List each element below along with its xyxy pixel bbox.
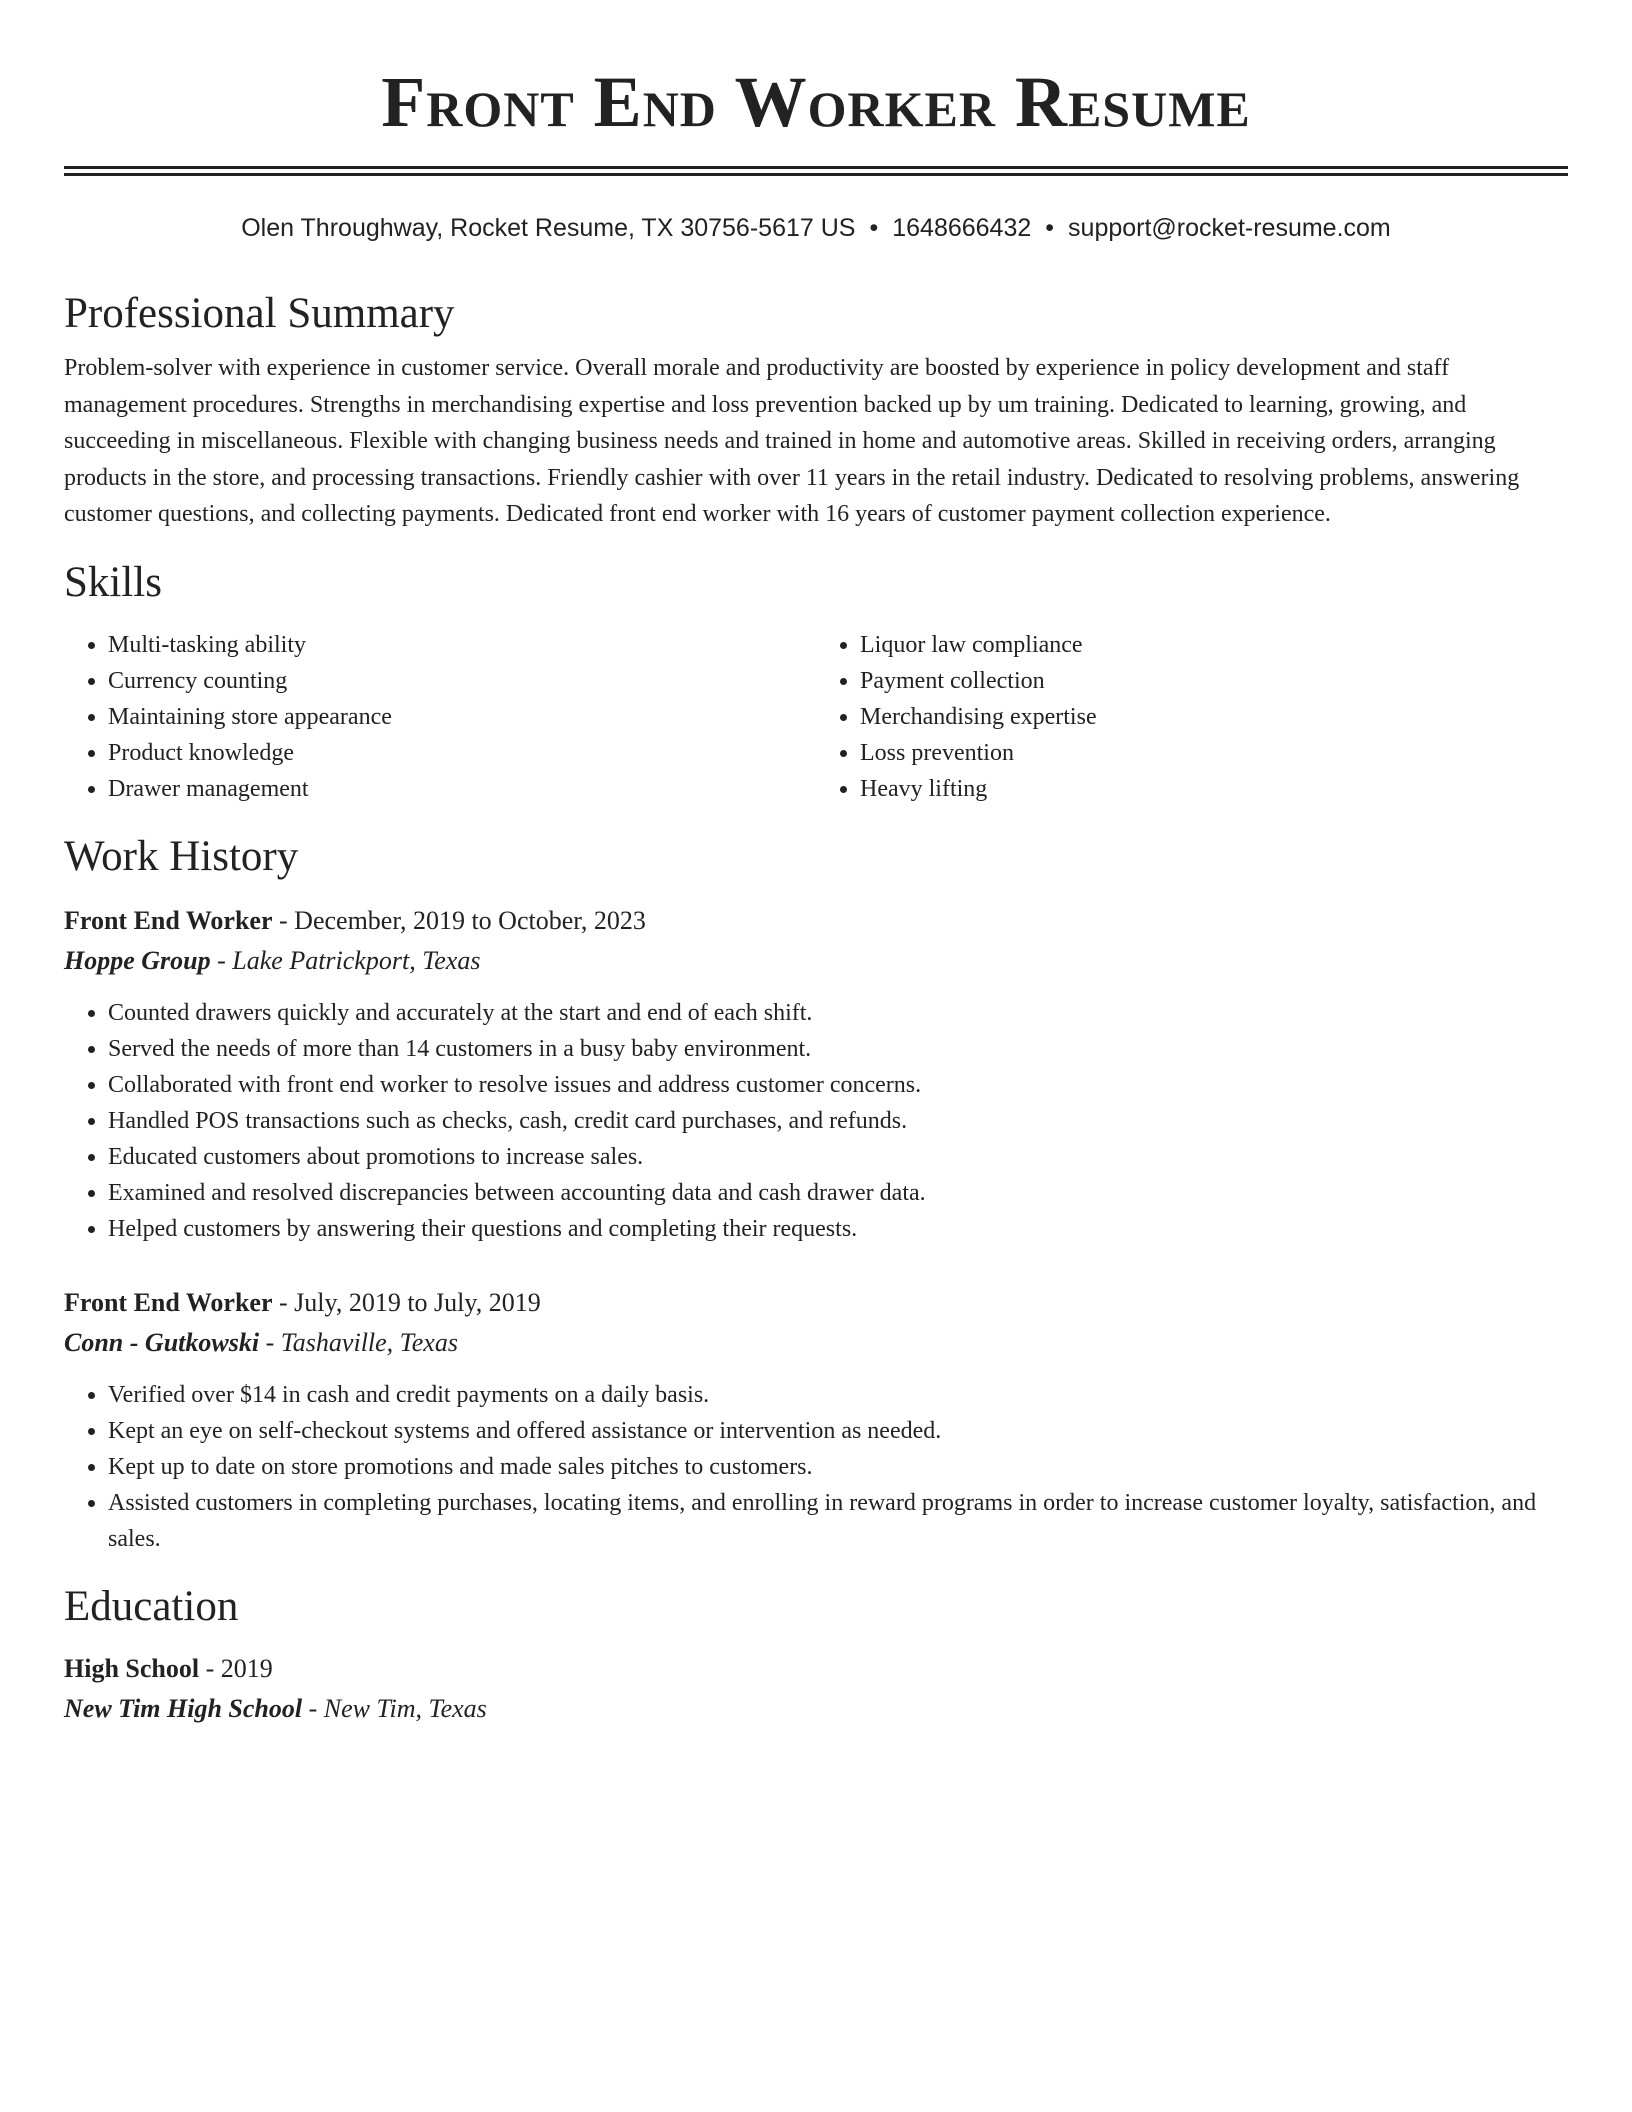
summary-text: Problem-solver with experience in customer service. Overall morale and productivity are boosted by experience in policy development and staff management procedures. Strengths in merchandising expertise and loss prevention backed up by um training. Dedicated to learning, growing, and succeeding in miscellaneous. Flexible with changing business needs and trained in home and automotive areas. Skilled in receiving orders, arranging products in the store, and processing transactions. Friendly cashier with over 11 years in the retail industry. Dedicated to resolving problems, answering customer questions, and collecting payments. Dedicated front end worker with 16 years of customer payment collection experience. (64, 355, 1520, 527)
school-line (64, 1689, 1568, 1729)
skill-item: • Merchandising expertise (860, 699, 1568, 735)
job-title: Front End Worker (64, 905, 273, 935)
job-bullet: • Helped customers by answering their questions and completing their requests. (108, 1211, 1568, 1247)
company-line (64, 941, 1568, 981)
skills-list-right (816, 627, 1568, 807)
skill-item: • Loss prevention (860, 735, 1568, 771)
job-bullet: • Kept up to date on store promotions and made sales pitches to customers. (108, 1449, 1568, 1485)
title-divider-bottom (64, 173, 1568, 176)
school-name: New Tim High School (64, 1693, 303, 1723)
skill-item: • Multi-tasking ability (108, 627, 816, 663)
work-history-section (64, 831, 1568, 1557)
degree-line (64, 1649, 1568, 1689)
job-title: Front End Worker (64, 1287, 273, 1317)
job-title-line (64, 1283, 1568, 1323)
contact-separator: • (1045, 214, 1055, 242)
skill-item: • Product knowledge (108, 735, 816, 771)
summary-heading: Professional Summary (64, 290, 455, 337)
contact-phone: 1648666432 (892, 214, 1032, 242)
contact-line (64, 212, 1568, 244)
job-bullet: • Verified over $14 in cash and credit payments on a daily basis. (108, 1377, 1568, 1413)
job-bullet: • Counted drawers quickly and accurately at the start and end of each shift. (108, 995, 1568, 1031)
education-heading: Education (64, 1582, 239, 1630)
job-title-line (64, 901, 1568, 941)
degree: High School (64, 1653, 200, 1683)
education-entry (64, 1649, 1568, 1729)
graduation-year: - 2019 (199, 1653, 273, 1683)
job-bullets (64, 1377, 1568, 1557)
contact-separator: • (869, 214, 879, 242)
job-bullet: • Assisted customers in completing purchases, locating items, and enrolling in reward programs in order to increase customer loyalty, satisfaction, and sales. (108, 1485, 1568, 1557)
skill-item: • Payment collection (860, 663, 1568, 699)
job-bullet: • Served the needs of more than 14 customers in a busy baby environment. (108, 1031, 1568, 1067)
work-history-heading: Work History (64, 832, 299, 880)
school-location: - New Tim, Texas (302, 1693, 487, 1723)
skill-item: • Maintaining store appearance (108, 699, 816, 735)
company-location: - Lake Patrickport, Texas (210, 945, 481, 975)
skills-list-left (64, 627, 816, 807)
job-entry (64, 901, 1568, 1247)
resume-title: Front End Worker Resume (381, 62, 1251, 142)
skill-item: • Liquor law compliance (860, 627, 1568, 663)
job-bullet: • Examined and resolved discrepancies between accounting data and cash drawer data. (108, 1175, 1568, 1211)
company-location: - Tashaville, Texas (259, 1327, 458, 1357)
job-bullet: • Kept an eye on self-checkout systems and offered assistance or intervention as needed. (108, 1413, 1568, 1449)
job-bullets (64, 995, 1568, 1247)
skill-item: • Drawer management (108, 771, 816, 807)
summary-section (64, 288, 1568, 533)
company-line (64, 1323, 1568, 1363)
contact-address: Olen Throughway, Rocket Resume, TX 30756-5617 US (241, 214, 856, 242)
job-dates: - July, 2019 to July, 2019 (272, 1287, 541, 1317)
skill-item: • Currency counting (108, 663, 816, 699)
company-name: Hoppe Group (64, 945, 211, 975)
title-divider-top (64, 166, 1568, 169)
job-bullet: • Educated customers about promotions to increase sales. (108, 1139, 1568, 1175)
company-name: Conn - Gutkowski (64, 1327, 260, 1357)
skills-section (64, 557, 1568, 807)
education-section (64, 1581, 1568, 1729)
job-dates: - December, 2019 to October, 2023 (272, 905, 646, 935)
job-bullet: • Collaborated with front end worker to resolve issues and address customer concerns. (108, 1067, 1568, 1103)
skills-heading: Skills (64, 558, 162, 606)
skills-columns (64, 627, 1568, 807)
job-entry (64, 1283, 1568, 1557)
contact-email: support@rocket-resume.com (1068, 214, 1391, 242)
job-bullet: • Handled POS transactions such as checks, cash, credit card purchases, and refunds. (108, 1103, 1568, 1139)
skill-item: • Heavy lifting (860, 771, 1568, 807)
